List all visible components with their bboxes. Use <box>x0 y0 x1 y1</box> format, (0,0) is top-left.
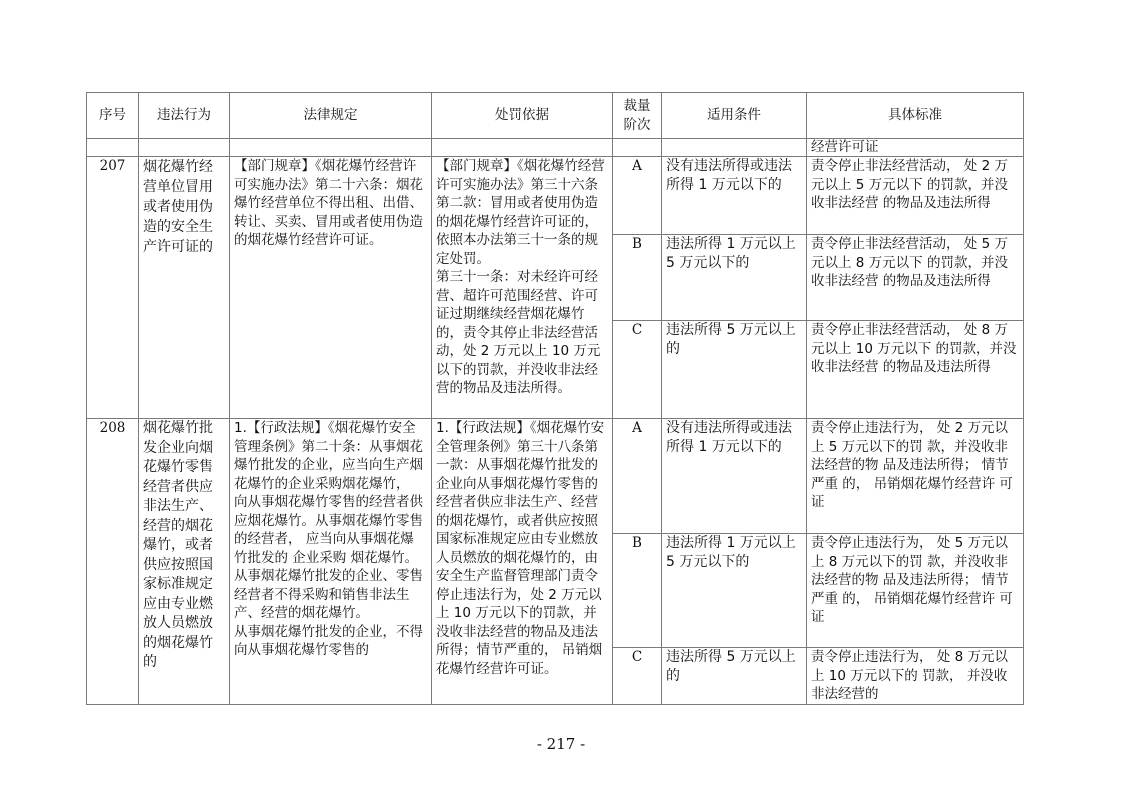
row-law: 1.【行政法规】《烟花爆竹安全管理条例》第二十条：从事烟花爆竹批发的企业，应当向生产烟花爆竹的企业采购烟花爆竹， 向从事烟花爆竹零售的经营者供应烟花爆竹。从事烟花爆竹零售的经营者， 应当向从事烟花爆竹批发的 企业采购 烟花爆竹。 从事烟花爆竹批发的企业、零售经营者不得采购和销售非法生产、经营的烟花爆竹。 从事烟花爆竹批发的企业，不得向从事烟花爆竹零售的 <box>230 419 432 705</box>
row-condition: 没有违法所得或违法所得 1 万元以下的 <box>662 419 807 534</box>
continuation-row <box>87 139 1024 157</box>
row-behavior: 烟花爆竹经营单位冒用或者使用伪造的安全生产许可证的 <box>139 157 230 419</box>
header-standard: 具体标准 <box>807 93 1024 139</box>
row-condition: 违法所得 1 万元以上 5 万元以下的 <box>662 534 807 648</box>
header-condition: 适用条件 <box>662 93 807 139</box>
row-standard: 责令停止非法经营活动， 处 5 万元以上 8 万元以下 的罚款，并没收非法经营 的物品及违法所得 <box>807 235 1024 321</box>
row-condition: 违法所得 5 万元以上的 <box>662 648 807 705</box>
header-index: 序号 <box>87 93 139 139</box>
header-row <box>87 93 1024 139</box>
row-standard: 责令停止违法行为， 处 2 万元以上 5 万元以下的罚 款，并没收非法经营的物 品及违法所得； 情节严重 的， 吊销烟花爆竹经营许 可证 <box>807 419 1024 534</box>
row-standard: 责令停止违法行为， 处 8 万元以上 10 万元以下的 罚款， 并没收非法经营的 <box>807 648 1024 705</box>
row-law: 【部门规章】《烟花爆竹经营许可实施办法》第二十六条：烟花爆竹经营单位不得出租、出借、转让、买卖、冒用或者使用伪造的烟花爆竹经营许可证。 <box>230 157 432 419</box>
row-index: 208 <box>87 419 139 705</box>
table-row <box>87 157 1024 235</box>
table-row <box>87 419 1024 534</box>
row-standard: 责令停止非法经营活动， 处 2 万元以上 5 万元以下 的罚款，并没收非法经营 的物品及违法所得 <box>807 157 1024 235</box>
row-condition: 没有违法所得或违法所得 1 万元以下的 <box>662 157 807 235</box>
row-level: C <box>613 321 662 419</box>
page-number: - 217 - <box>536 735 586 753</box>
row-level: A <box>613 157 662 235</box>
penalty-table <box>86 92 1024 705</box>
header-behavior: 违法行为 <box>139 93 230 139</box>
row-behavior: 烟花爆竹批发企业向烟花爆竹零售经营者供应非法生产、经营的烟花爆竹，或者供应按照国家标准规定应由专业燃放人员燃放的烟花爆竹的 <box>139 419 230 705</box>
row-condition: 违法所得 5 万元以上的 <box>662 321 807 419</box>
row-condition: 违法所得 1 万元以上 5 万元以下的 <box>662 235 807 321</box>
row-basis: 【部门规章】《烟花爆竹经营许可实施办法》第三十六条第二款：冒用或者使用伪造的烟花爆竹经营许可证的，依照本办法第三十一条的规定处罚。 第三十一条：对未经许可经营、超许可范围经营、许可证过期继续经营烟花爆竹的，责令其停止非法经营活动，处 2 万元以上 10 万元以下的罚款，并没收非法经营的物品及违法所得。 <box>432 157 613 419</box>
row-index: 207 <box>87 157 139 419</box>
continuation-standard: 经营许可证 <box>807 139 1024 157</box>
header-basis: 处罚依据 <box>432 93 613 139</box>
row-standard: 责令停止非法经营活动， 处 8 万元以上 10 万元以下 的罚款，并没收非法经营 的物品及违法所得 <box>807 321 1024 419</box>
header-level: 裁量 阶次 <box>613 93 662 139</box>
row-level: A <box>613 419 662 534</box>
row-standard: 责令停止违法行为， 处 5 万元以上 8 万元以下的罚 款，并没收非法经营的物 品及违法所得； 情节严重 的， 吊销烟花爆竹经营许 可证 <box>807 534 1024 648</box>
row-level: B <box>613 534 662 648</box>
row-level: B <box>613 235 662 321</box>
row-level: C <box>613 648 662 705</box>
row-basis: 1.【行政法规】《烟花爆竹安全管理条例》第三十八条第一款：从事烟花爆竹批发的企业向从事烟花爆竹零售的经营者供应非法生产、经营的烟花爆竹，或者供应按照国家标准规定应由专业燃放人员燃放的烟花爆竹的，由安全生产监督管理部门责令停止违法行为，处 2 万元以上 10 万元以下的罚款，并没收非法经营的物品及违法所得；情节严重的， 吊销烟花爆竹经营许可证。 <box>432 419 613 705</box>
header-law: 法律规定 <box>230 93 432 139</box>
